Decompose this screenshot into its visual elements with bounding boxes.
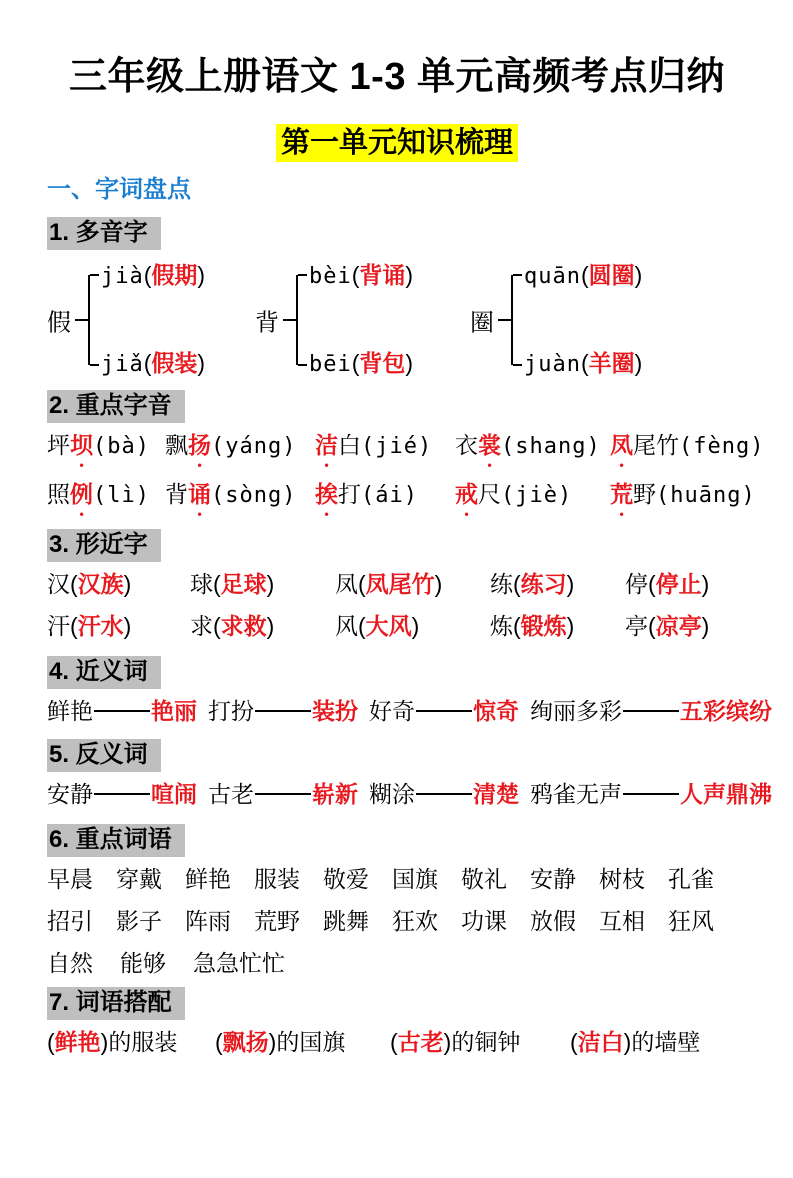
paren-close: ) (266, 613, 275, 640)
key-word: 阵雨 (185, 908, 231, 935)
ziyin-item (165, 474, 315, 521)
heading-dapei: 7. 词语搭配 (47, 987, 185, 1020)
poly-example-word: 背包 (359, 350, 406, 377)
xingjinzi-item (490, 564, 625, 604)
duoyinzi-group (470, 258, 747, 382)
paren-close: ) (566, 571, 575, 598)
emphasized-char: 戒 (455, 481, 478, 508)
paren-close: ) (197, 262, 206, 289)
base-char: 风 (335, 613, 358, 640)
pair-right-word: 清楚 (473, 781, 519, 808)
base-char: 停 (625, 571, 648, 598)
heading-fanyici: 5. 反义词 (47, 739, 161, 772)
pinyin-note: (huāng) (656, 483, 756, 509)
paren-close: ) (123, 571, 132, 598)
poly-pinyin: bēi (309, 352, 352, 378)
ziyin-item (455, 425, 610, 472)
pinyin-note: (jiè) (501, 483, 573, 509)
long-dash (416, 710, 472, 712)
example-word: 大风 (365, 613, 412, 640)
key-word: 荒野 (254, 908, 300, 935)
poly-reading (309, 346, 413, 382)
emphasized-char: 凤 (610, 432, 633, 459)
emphasized-char: 荒 (610, 481, 633, 508)
pair-left-word: 古老 (208, 781, 254, 808)
xingjinzi-item (335, 606, 490, 646)
paren-open: ( (213, 571, 221, 598)
base-char: 球 (190, 571, 213, 598)
ziyin-item (165, 425, 315, 472)
attribute-word: 飘扬 (222, 1029, 269, 1056)
paren-open: ( (143, 262, 152, 289)
paren-open: ( (390, 1029, 398, 1056)
pair-right-word: 喧闹 (151, 781, 197, 808)
xingjinzi-item (625, 564, 747, 604)
dapei-row (47, 1022, 747, 1062)
ziyin-item (455, 474, 610, 521)
key-word: 招引 (47, 908, 93, 935)
bracket-bottom-tick (513, 364, 522, 366)
heading-line-dapei (47, 987, 747, 1020)
poly-example-word: 圆圈 (588, 262, 635, 289)
fanyici-pair (530, 774, 772, 814)
heading-line-ziyin (47, 390, 747, 423)
subtitle-row (47, 124, 747, 163)
pinyin-note: (sòng) (211, 483, 297, 509)
word-part: 野 (633, 481, 656, 508)
key-word: 急急忙忙 (193, 950, 285, 977)
fanyici-row (47, 774, 772, 814)
poly-example-word: 假装 (151, 350, 198, 377)
bracket-top-tick (298, 274, 307, 276)
pair-right-word: 人声鼎沸 (680, 781, 772, 808)
paren-open: ( (70, 571, 78, 598)
word-part: 衣 (455, 432, 478, 459)
unit-subtitle-highlighted: 第一单元知识梳理 (276, 124, 518, 163)
paren-open: ( (570, 1029, 578, 1056)
dapei-item (390, 1022, 570, 1062)
long-dash (623, 710, 679, 712)
poly-base-char: 背 (255, 309, 279, 337)
heading-duoyinzi: 1. 多音字 (47, 217, 161, 250)
pair-left-word: 鸦雀无声 (530, 781, 622, 808)
paren-close: ) (266, 571, 275, 598)
poly-pinyin: bèi (309, 264, 352, 290)
poly-reading (101, 346, 205, 382)
key-word: 互相 (599, 908, 645, 935)
pinyin-note: (shang) (501, 434, 601, 460)
paren-close: ) (634, 262, 643, 289)
base-char: 汗 (47, 613, 70, 640)
key-word: 功课 (461, 908, 507, 935)
long-dash (255, 710, 311, 712)
example-word: 练习 (520, 571, 567, 598)
xingjinzi-item (190, 564, 335, 604)
poly-base-char: 圈 (470, 309, 494, 337)
poly-example-word: 假期 (151, 262, 198, 289)
example-word: 汉族 (77, 571, 124, 598)
xingjinzi-item (47, 606, 190, 646)
poly-reading (524, 346, 642, 382)
ziyin-row-2 (47, 474, 756, 521)
long-dash (623, 793, 679, 795)
bracket-top-tick (513, 274, 522, 276)
fanyici-pair (369, 774, 519, 814)
xingjinzi-item (190, 606, 335, 646)
heading-line-zhongdianciyu (47, 824, 747, 857)
dapei-item (215, 1022, 390, 1062)
poly-pinyin: jià (101, 264, 144, 290)
pinyin-note: (ái) (361, 483, 418, 509)
ziyin-item (315, 474, 455, 521)
paren-open: ( (143, 350, 152, 377)
paren-close: ) (123, 613, 132, 640)
pair-right-word: 装扮 (312, 698, 358, 725)
paren-close: ) (411, 613, 420, 640)
paren-open: ( (213, 613, 221, 640)
ziyin-item (47, 425, 165, 472)
xingjinzi-item (625, 606, 747, 646)
emphasized-char: 例 (70, 481, 93, 508)
xingjinzi-item (335, 564, 490, 604)
long-dash (416, 793, 472, 795)
pair-left-word: 安静 (47, 781, 93, 808)
key-word: 跳舞 (323, 908, 369, 935)
xingjinzi-item (47, 564, 190, 604)
duoyinzi-group (255, 258, 470, 382)
paren-open: ( (47, 1029, 55, 1056)
poly-reading (101, 258, 205, 294)
paren-open: ( (358, 571, 366, 598)
heading-line-fanyici (47, 739, 747, 772)
part-heading-word-inventory: 一、字词盘点 (47, 176, 191, 204)
paren-close: ) (434, 571, 443, 598)
pinyin-note: (lì) (93, 483, 150, 509)
pair-left-word: 打扮 (208, 698, 254, 725)
key-word: 穿戴 (116, 866, 162, 893)
word-part: 坪 (47, 432, 70, 459)
word-part: 尺 (478, 481, 501, 508)
example-word: 求救 (220, 613, 267, 640)
paren-open: ( (580, 350, 589, 377)
paren-open: ( (648, 613, 656, 640)
emphasized-char: 扬 (188, 432, 211, 459)
page-title: 三年级上册语文 1-3 单元高频考点归纳 (68, 56, 726, 98)
base-char: 炼 (490, 613, 513, 640)
bracket-vertical-line (511, 275, 513, 365)
bracket-bottom-tick (298, 364, 307, 366)
key-word: 狂风 (668, 908, 714, 935)
zhongdianciyu-row-3 (47, 943, 747, 983)
poly-base-char: 假 (47, 309, 71, 337)
paren-open: ( (648, 571, 656, 598)
jinyici-pair (47, 691, 197, 731)
paren-open: ( (70, 613, 78, 640)
paren-open: ( (580, 262, 589, 289)
pinyin-note: (jié) (361, 434, 433, 460)
key-word: 早晨 (47, 866, 93, 893)
pair-left-word: 糊涂 (369, 781, 415, 808)
ziyin-item (315, 425, 455, 472)
key-word: 树枝 (599, 866, 645, 893)
word-part: 白 (338, 432, 361, 459)
paren-close: ) (701, 571, 710, 598)
dapei-item (570, 1022, 747, 1062)
noun-phrase: 的国旗 (276, 1029, 346, 1056)
example-word: 凉亭 (655, 613, 702, 640)
bracket-vertical-line (296, 275, 298, 365)
attribute-word: 洁白 (577, 1029, 624, 1056)
key-word: 国旗 (392, 866, 438, 893)
pair-right-word: 五彩缤纷 (680, 698, 772, 725)
pinyin-note: (yáng) (211, 434, 297, 460)
word-part: 照 (47, 481, 70, 508)
long-dash (94, 793, 150, 795)
key-word: 服装 (254, 866, 300, 893)
xingjinzi-row-2 (47, 606, 747, 646)
word-part: 飘 (165, 432, 188, 459)
paren-open: ( (351, 350, 360, 377)
bracket-middle-line (498, 319, 511, 321)
base-char: 求 (190, 613, 213, 640)
poly-example-word: 羊圈 (588, 350, 635, 377)
key-word: 能够 (120, 950, 166, 977)
noun-phrase: 的铜钟 (451, 1029, 521, 1056)
zhongdianciyu-row-1 (47, 859, 747, 899)
pair-right-word: 惊奇 (473, 698, 519, 725)
word-part: 尾竹 (633, 432, 679, 459)
ziyin-item (610, 425, 764, 472)
pinyin-note: (bà) (93, 434, 150, 460)
emphasized-char: 裳 (478, 432, 501, 459)
poly-example-word: 背诵 (359, 262, 406, 289)
attribute-word: 鲜艳 (54, 1029, 101, 1056)
paren-close: ) (701, 613, 710, 640)
key-word: 影子 (116, 908, 162, 935)
word-part: 背 (165, 481, 188, 508)
poly-reading (524, 258, 642, 294)
key-word: 孔雀 (668, 866, 714, 893)
heading-line-jinyici (47, 656, 747, 689)
bracket-vertical-line (88, 275, 90, 365)
example-word: 足球 (220, 571, 267, 598)
poly-pinyin: juàn (524, 352, 581, 378)
xingjinzi-row-1 (47, 564, 747, 604)
ziyin-row-1 (47, 425, 765, 472)
word-part: 打 (338, 481, 361, 508)
paren-close: ) (634, 350, 643, 377)
xingjinzi-item (490, 606, 625, 646)
attribute-word: 古老 (397, 1029, 444, 1056)
poly-reading (309, 258, 413, 294)
duoyinzi-diagram (47, 258, 747, 382)
paren-close: ) (405, 350, 414, 377)
key-word: 敬礼 (461, 866, 507, 893)
jinyici-pair (530, 691, 772, 731)
pair-left-word: 好奇 (369, 698, 415, 725)
emphasized-char: 诵 (188, 481, 211, 508)
paren-close: ) (405, 262, 414, 289)
example-word: 汗水 (77, 613, 124, 640)
bracket-middle-line (75, 319, 88, 321)
long-dash (94, 710, 150, 712)
heading-jinyici: 4. 近义词 (47, 656, 161, 689)
dapei-item (47, 1022, 215, 1062)
paren-close: ) (197, 350, 206, 377)
paren-open: ( (513, 571, 521, 598)
long-dash (255, 793, 311, 795)
emphasized-char: 坝 (70, 432, 93, 459)
bracket-top-tick (90, 274, 99, 276)
jinyici-row (47, 691, 772, 731)
heading-xingjinzi: 3. 形近字 (47, 529, 161, 562)
key-word: 鲜艳 (185, 866, 231, 893)
heading-zhongdianciyu: 6. 重点词语 (47, 824, 185, 857)
duoyinzi-group (47, 258, 255, 382)
worksheet-page (0, 56, 793, 1062)
pair-left-word: 鲜艳 (47, 698, 93, 725)
paren-close: ) (566, 613, 575, 640)
jinyici-pair (369, 691, 519, 731)
pair-right-word: 艳丽 (151, 698, 197, 725)
zhongdianciyu-row-2 (47, 901, 747, 941)
ziyin-item (610, 474, 756, 521)
paren-open: ( (513, 613, 521, 640)
ziyin-item (47, 474, 165, 521)
key-word: 安静 (530, 866, 576, 893)
heading-ziyin: 2. 重点字音 (47, 390, 185, 423)
paren-close: ) (100, 1029, 109, 1056)
paren-open: ( (215, 1029, 223, 1056)
fanyici-pair (47, 774, 197, 814)
pair-right-word: 崭新 (312, 781, 358, 808)
pair-left-word: 绚丽多彩 (530, 698, 622, 725)
example-word: 锻炼 (520, 613, 567, 640)
paren-open: ( (351, 262, 360, 289)
base-char: 亭 (625, 613, 648, 640)
paren-close: ) (443, 1029, 452, 1056)
jinyici-pair (208, 691, 358, 731)
emphasized-char: 挨 (315, 481, 338, 508)
base-char: 汉 (47, 571, 70, 598)
example-word: 停止 (655, 571, 702, 598)
key-word: 敬爱 (323, 866, 369, 893)
example-word: 凤尾竹 (365, 571, 435, 598)
paren-close: ) (268, 1029, 277, 1056)
paren-open: ( (358, 613, 366, 640)
heading-line-xingjinzi (47, 529, 747, 562)
pinyin-note: (fèng) (679, 434, 765, 460)
noun-phrase: 的服装 (108, 1029, 178, 1056)
poly-pinyin: quān (524, 264, 581, 290)
key-word: 狂欢 (392, 908, 438, 935)
bracket-middle-line (283, 319, 296, 321)
key-word: 放假 (530, 908, 576, 935)
base-char: 练 (490, 571, 513, 598)
key-word: 自然 (47, 950, 93, 977)
heading-line-duoyinzi (47, 217, 747, 250)
emphasized-char: 洁 (315, 432, 338, 459)
fanyici-pair (208, 774, 358, 814)
noun-phrase: 的墙壁 (631, 1029, 701, 1056)
base-char: 凤 (335, 571, 358, 598)
poly-pinyin: jiǎ (101, 352, 144, 378)
paren-close: ) (623, 1029, 632, 1056)
bracket-bottom-tick (90, 364, 99, 366)
